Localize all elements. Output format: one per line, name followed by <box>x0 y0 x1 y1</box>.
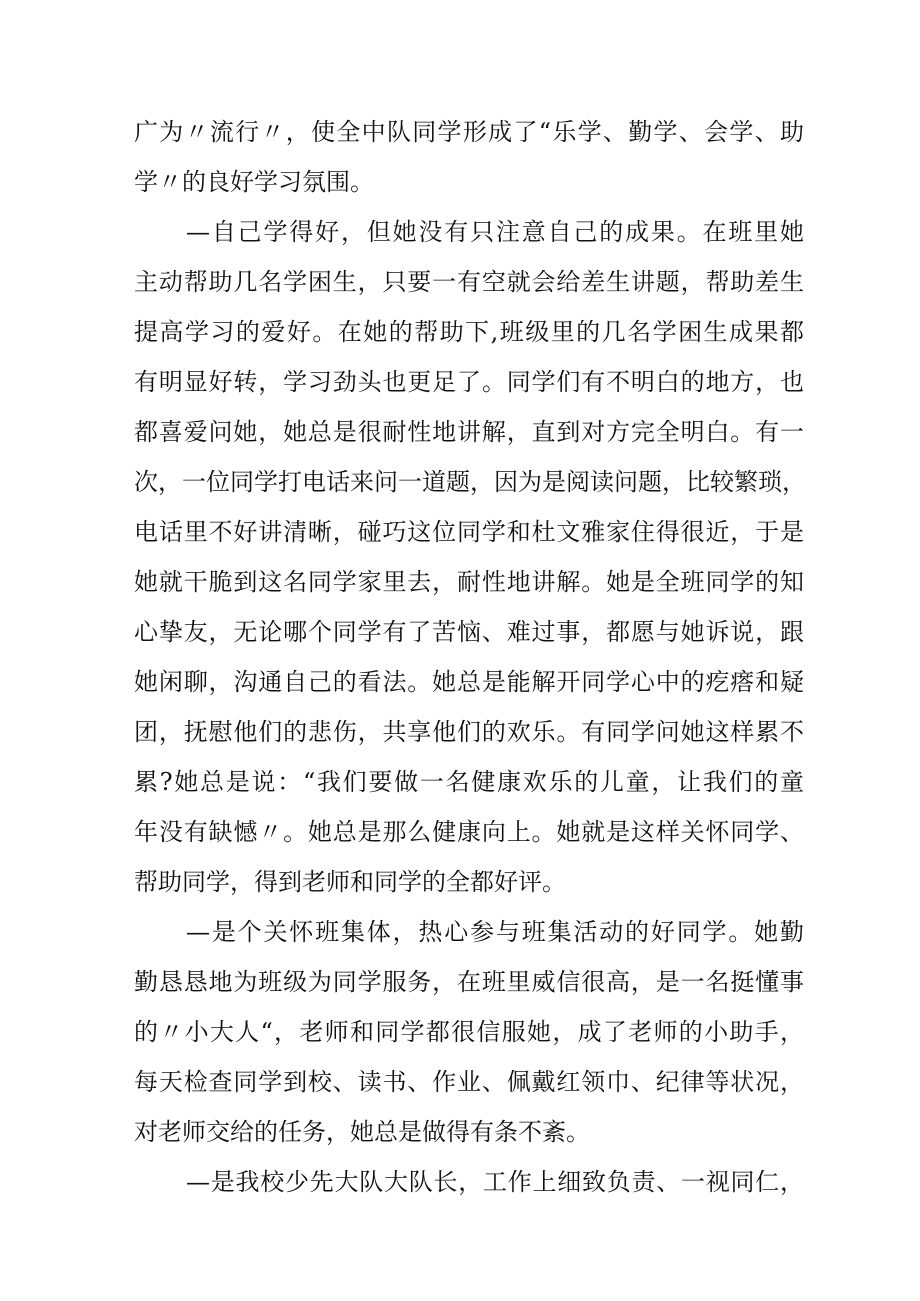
text-line: 的〃小大人“，老师和同学都很信服她，成了老师的小助手， <box>134 1018 804 1046</box>
text-line: 她就干脆到这名同学家里去，耐性地讲解。她是全班同学的知 <box>134 568 804 596</box>
text-line: 主动帮助几名学困生，只要一有空就会给差生讲题，帮助差生 <box>134 268 804 296</box>
text-line: 每天检查同学到校、读书、作业、佩戴红领巾、纪律等状况， <box>134 1068 804 1096</box>
text-line: 年没有缺憾〃。她总是那么健康向上。她就是这样关怀同学、 <box>134 818 804 846</box>
text-line: 她闲聊，沟通自己的看法。她总是能解开同学心中的疙瘩和疑 <box>134 668 804 696</box>
text-line: 都喜爱问她，她总是很耐性地讲解，直到对方完全明白。有一 <box>134 418 804 446</box>
text-line: 学〃的良好学习氛围。 <box>134 168 374 196</box>
text-line: 电话里不好讲清晰，碰巧这位同学和杜文雅家住得很近，于是 <box>134 518 804 546</box>
text-line: 帮助同学，得到老师和同学的全都好评。 <box>134 868 566 896</box>
text-line: 有明显好转，学习劲头也更足了。同学们有不明白的地方，也 <box>134 368 804 396</box>
paragraph-first-line: —是我校少先大队大队长，工作上细致负责、一视同仁， <box>186 1168 804 1196</box>
paragraph-first-line: —自己学得好，但她没有只注意自己的成果。在班里她 <box>186 218 804 246</box>
paragraph-first-line: —是个关怀班集体，热心参与班集活动的好同学。她勤 <box>186 918 804 946</box>
text-line: 心挚友，无论哪个同学有了苦恼、难过事，都愿与她诉说，跟 <box>134 618 804 646</box>
text-line: 累?她总是说：“我们要做一名健康欢乐的儿童，让我们的童 <box>134 768 804 796</box>
text-line: 提高学习的爱好。在她的帮助下,班级里的几名学困生成果都 <box>134 318 804 346</box>
text-line: 团，抚慰他们的悲伤，共享他们的欢乐。有同学问她这样累不 <box>134 718 804 746</box>
text-line: 对老师交给的任务，她总是做得有条不紊。 <box>134 1118 590 1146</box>
text-line: 次，一位同学打电话来问一道题，因为是阅读问题，比较繁琐， <box>134 468 806 496</box>
text-line: 广为〃流行〃，使全中队同学形成了“乐学、勤学、会学、助 <box>134 118 804 146</box>
text-line: 勤恳恳地为班级为同学服务，在班里威信很高，是一名挺懂事 <box>134 968 804 996</box>
